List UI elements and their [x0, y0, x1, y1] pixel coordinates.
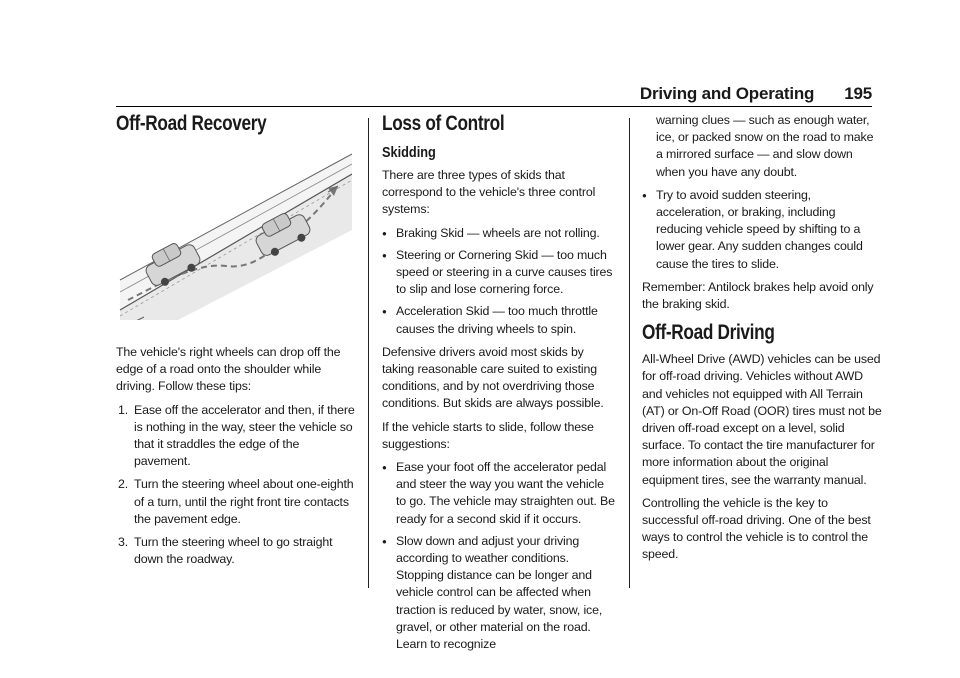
- list-item: ● Acceleration Skid — too much throttle causes the driving wheels to spin.: [382, 303, 616, 337]
- recovery-steps: [116, 402, 356, 569]
- road-surface: [120, 174, 352, 320]
- recovery-step: 3. Turn the steering wheel to go straight down the roadway.: [118, 535, 333, 567]
- awd-paragraph: All-Wheel Drive (AWD) vehicles can be used for off-road driving. Vehicles without AWD and vehicles not equipped with All Terrain (AT) or On-Off Road (OOR) tires must not be driven off-road except on a level, solid surface. To contact the tire manufacturer for more information about the original equipment tires, see the warranty manual.: [642, 352, 882, 487]
- slide-intro: If the vehicle starts to slide, follow these suggestions:: [382, 419, 594, 451]
- off-road-recovery-illustration: [116, 150, 352, 320]
- list-item: ● Ease your foot off the accelerator pedal and steer the way you want the vehicle to go. The vehicle may straighten out. Be ready for a second skid if it occurs.: [382, 459, 616, 528]
- column-1: [116, 112, 356, 574]
- list-item: ● Braking Skid — wheels are not rolling.: [382, 225, 616, 242]
- loss-of-control-heading: Loss of Control: [382, 112, 505, 135]
- control-paragraph: Controlling the vehicle is the key to successful off-road driving. One of the best ways to control the vehicle is to control the speed.: [642, 495, 871, 562]
- skid-types-list: [382, 225, 616, 338]
- column-2: [382, 112, 616, 659]
- slide-tips-list: [382, 459, 616, 653]
- more-tips-list: [642, 187, 882, 273]
- column-divider-2: [629, 118, 630, 588]
- skidding-subheading: Skidding: [382, 144, 436, 161]
- road-shoulder-diagram: [116, 150, 352, 320]
- running-head: [640, 84, 872, 104]
- page-number: 195: [844, 84, 872, 103]
- header-rule: [116, 106, 872, 107]
- continued-tip: warning clues — such as enough water, ice, or packed snow on the road to make a mirrored surface — and slow down when you have any doubt.: [656, 113, 874, 179]
- recovery-step: 1. Ease off the accelerator and then, if there is nothing in the way, steer the vehicle so that it straddles the edge of the pavement.: [118, 402, 355, 469]
- list-item: ● Slow down and adjust your driving according to weather conditions. Stopping distance can be longer and vehicle control can be affected when traction is reduced by water, snow, ice, gravel, or other material on the road. Learn to recognize: [382, 533, 616, 653]
- column-3: [642, 112, 882, 570]
- antilock-note: Remember: Antilock brakes help avoid only the braking skid.: [642, 279, 874, 312]
- defensive-drivers-paragraph: Defensive drivers avoid most skids by taking reasonable care suited to existing conditions, and by not overdriving those conditions. But skids are always possible.: [382, 344, 604, 411]
- list-item: ● Steering or Cornering Skid — too much speed or steering in a curve causes tires to slip and lose cornering force.: [382, 247, 616, 299]
- off-road-recovery-heading: Off-Road Recovery: [116, 112, 267, 135]
- list-item: ● Try to avoid sudden steering, acceleration, or braking, including reducing vehicle speed by shifting to a lower gear. Any sudden changes could cause the tires to slide.: [642, 187, 882, 273]
- column-divider-1: [368, 118, 369, 588]
- recovery-step: 2. Turn the steering wheel about one-eighth of a turn, until the right front tire contacts the pavement edge.: [118, 477, 354, 526]
- skidding-intro: There are three types of skids that correspond to the vehicle's three control systems:: [382, 168, 596, 217]
- section-title: Driving and Operating: [639, 84, 815, 103]
- off-road-driving-heading: Off-Road Driving: [642, 321, 775, 345]
- recovery-intro: The vehicle's right wheels can drop off the edge of a road onto the shoulder while driving. Follow these tips:: [116, 345, 341, 394]
